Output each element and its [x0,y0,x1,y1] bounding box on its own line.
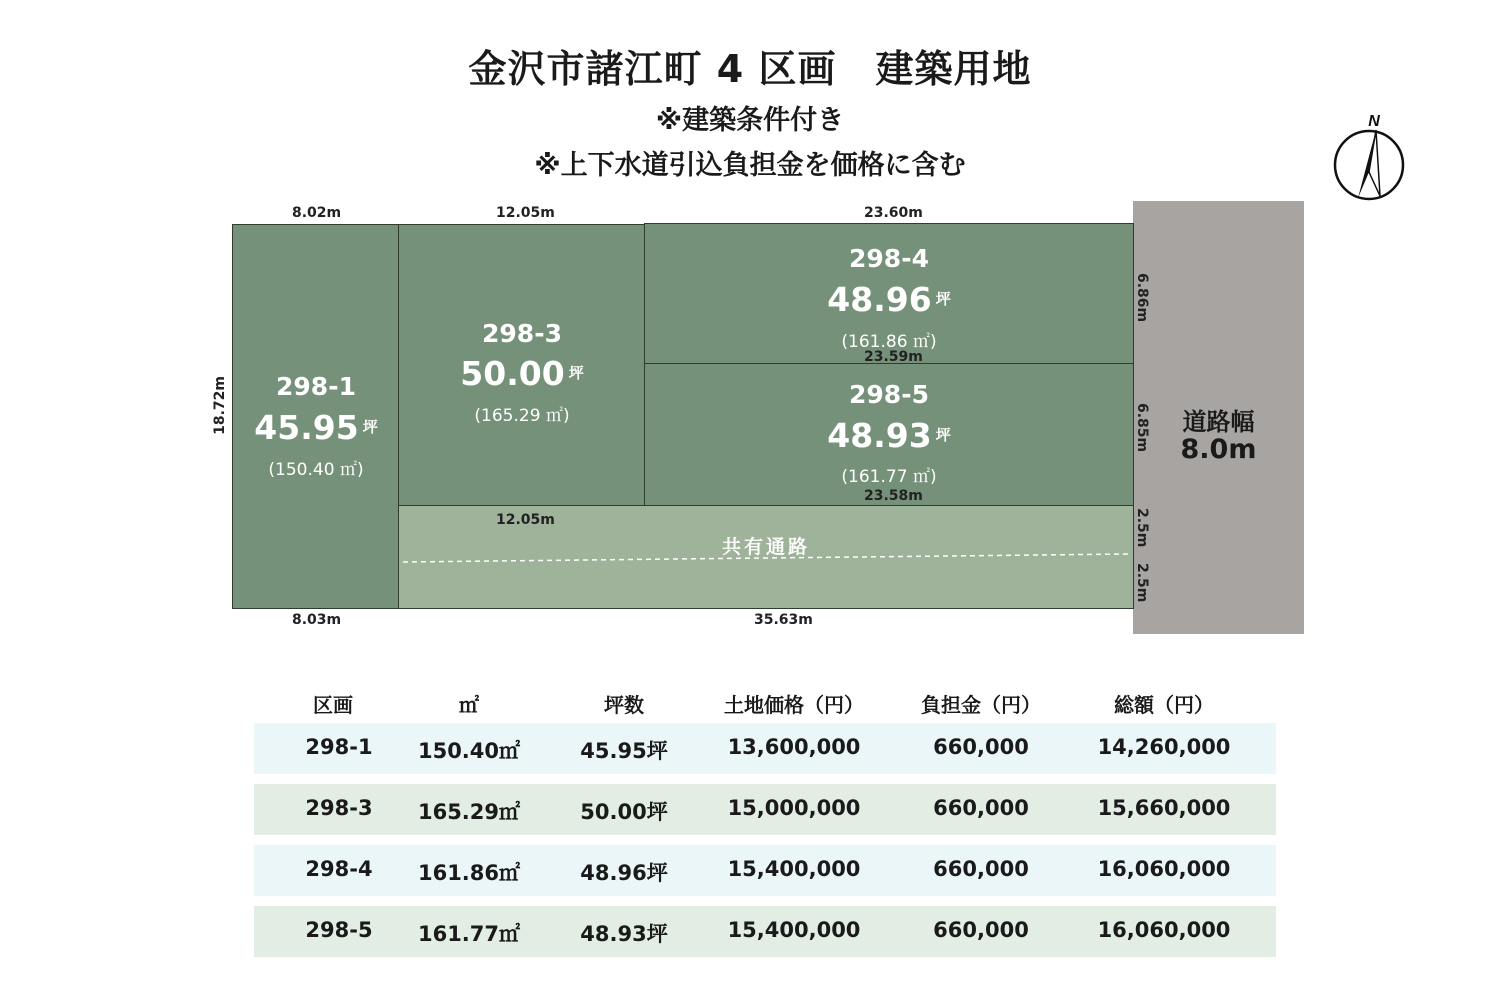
page-title: 金沢市諸江町 4 区画 建築用地 [468,47,1032,91]
dim-left-298-1: 18.72m [212,376,228,435]
dim-right-passage-a: 2.5m [1134,508,1150,548]
cell-land-price: 15,000,000 [727,796,861,820]
passage-centerline [399,546,1135,566]
lot-area-sqm: (165.29 ㎡) [474,406,570,426]
cell-land-price: 15,400,000 [727,857,861,881]
cell-fee: 660,000 [933,918,1029,942]
dim-right-298-5: 6.85m [1134,403,1150,453]
cell-lot: 298-4 [305,857,373,881]
lot-number: 298-5 [849,380,929,409]
table-row [254,723,1276,774]
lot-298-1[interactable] [232,224,400,609]
price-table [254,683,1276,946]
cell-fee: 660,000 [933,796,1029,820]
cell-total: 16,060,000 [1097,857,1231,881]
cell-sqm: 161.86㎡ [417,861,521,885]
lot-area-tsubo: 50.00 $^坪$ [460,354,584,393]
dim-bottom-298-5: 23.58m [864,488,923,504]
lot-number: 298-4 [849,244,929,273]
cell-fee: 660,000 [933,735,1029,759]
cell-land-price: 13,600,000 [727,735,861,759]
cell-sqm: 161.77㎡ [417,922,521,946]
lot-area-sqm: (150.40 ㎡) [268,460,364,480]
cell-sqm: 165.29㎡ [417,800,521,824]
compass-icon [1332,110,1408,202]
cell-tsubo: 48.93坪 [580,922,668,946]
table-row [254,845,1276,896]
dim-mid-298-4-5: 23.59m [864,349,923,365]
lot-number: 298-1 [276,372,356,401]
lot-298-3[interactable] [398,224,646,507]
table-header-row [254,683,1276,723]
cell-lot: 298-5 [305,918,373,942]
lot-298-4[interactable] [644,223,1134,365]
table-row [254,784,1276,835]
cell-tsubo: 45.95坪 [580,739,668,763]
header-total: 総額（円） [1114,693,1214,717]
cell-total: 15,660,000 [1097,796,1231,820]
lot-area-tsubo: 45.95 $^坪$ [254,408,378,447]
cell-total: 16,060,000 [1097,918,1231,942]
compass-label: N [1368,113,1380,130]
cell-total: 14,260,000 [1097,735,1231,759]
table-row [254,906,1276,957]
lot-area-sqm: (161.86 ㎡) [841,332,937,352]
dim-top-298-3: 12.05m [496,205,555,221]
header-tsubo: 坪数 [604,693,644,717]
road-label: 道路幅 [1182,408,1255,436]
dim-bottom-298-1: 8.03m [292,612,342,628]
cell-fee: 660,000 [933,857,1029,881]
dim-bottom-298-3: 12.05m [496,512,555,528]
header-sqm: ㎡ [459,693,479,717]
lot-area-tsubo: 48.96 $^坪$ [827,280,951,319]
cell-land-price: 15,400,000 [727,918,861,942]
dim-top-298-4: 23.60m [864,205,923,221]
lot-number: 298-3 [482,319,562,348]
cell-sqm: 150.40㎡ [417,739,521,763]
dim-top-298-1: 8.02m [292,205,342,221]
condition-note: ※建築条件付き [655,105,845,136]
lot-area-tsubo: 48.93 $^坪$ [827,416,951,455]
road-width: 8.0m [1180,434,1257,465]
shared-passage-label: 共有通路 [721,536,810,558]
cell-tsubo: 50.00坪 [580,800,668,824]
lot-area-sqm: (161.77 ㎡) [841,467,937,487]
fee-note: ※上下水道引込負担金を価格に含む [534,150,966,181]
cell-lot: 298-3 [305,796,373,820]
header-fee: 負担金（円） [921,693,1041,717]
lot-298-5[interactable] [644,363,1134,507]
dim-right-passage-b: 2.5m [1134,563,1150,603]
cell-tsubo: 48.96坪 [580,861,668,885]
dim-bottom-total: 35.63m [754,612,813,628]
cell-lot: 298-1 [305,735,373,759]
dim-right-298-4: 6.86m [1134,273,1150,323]
header-lot: 区画 [313,693,353,717]
header-land-price: 土地価格（円） [724,693,864,717]
